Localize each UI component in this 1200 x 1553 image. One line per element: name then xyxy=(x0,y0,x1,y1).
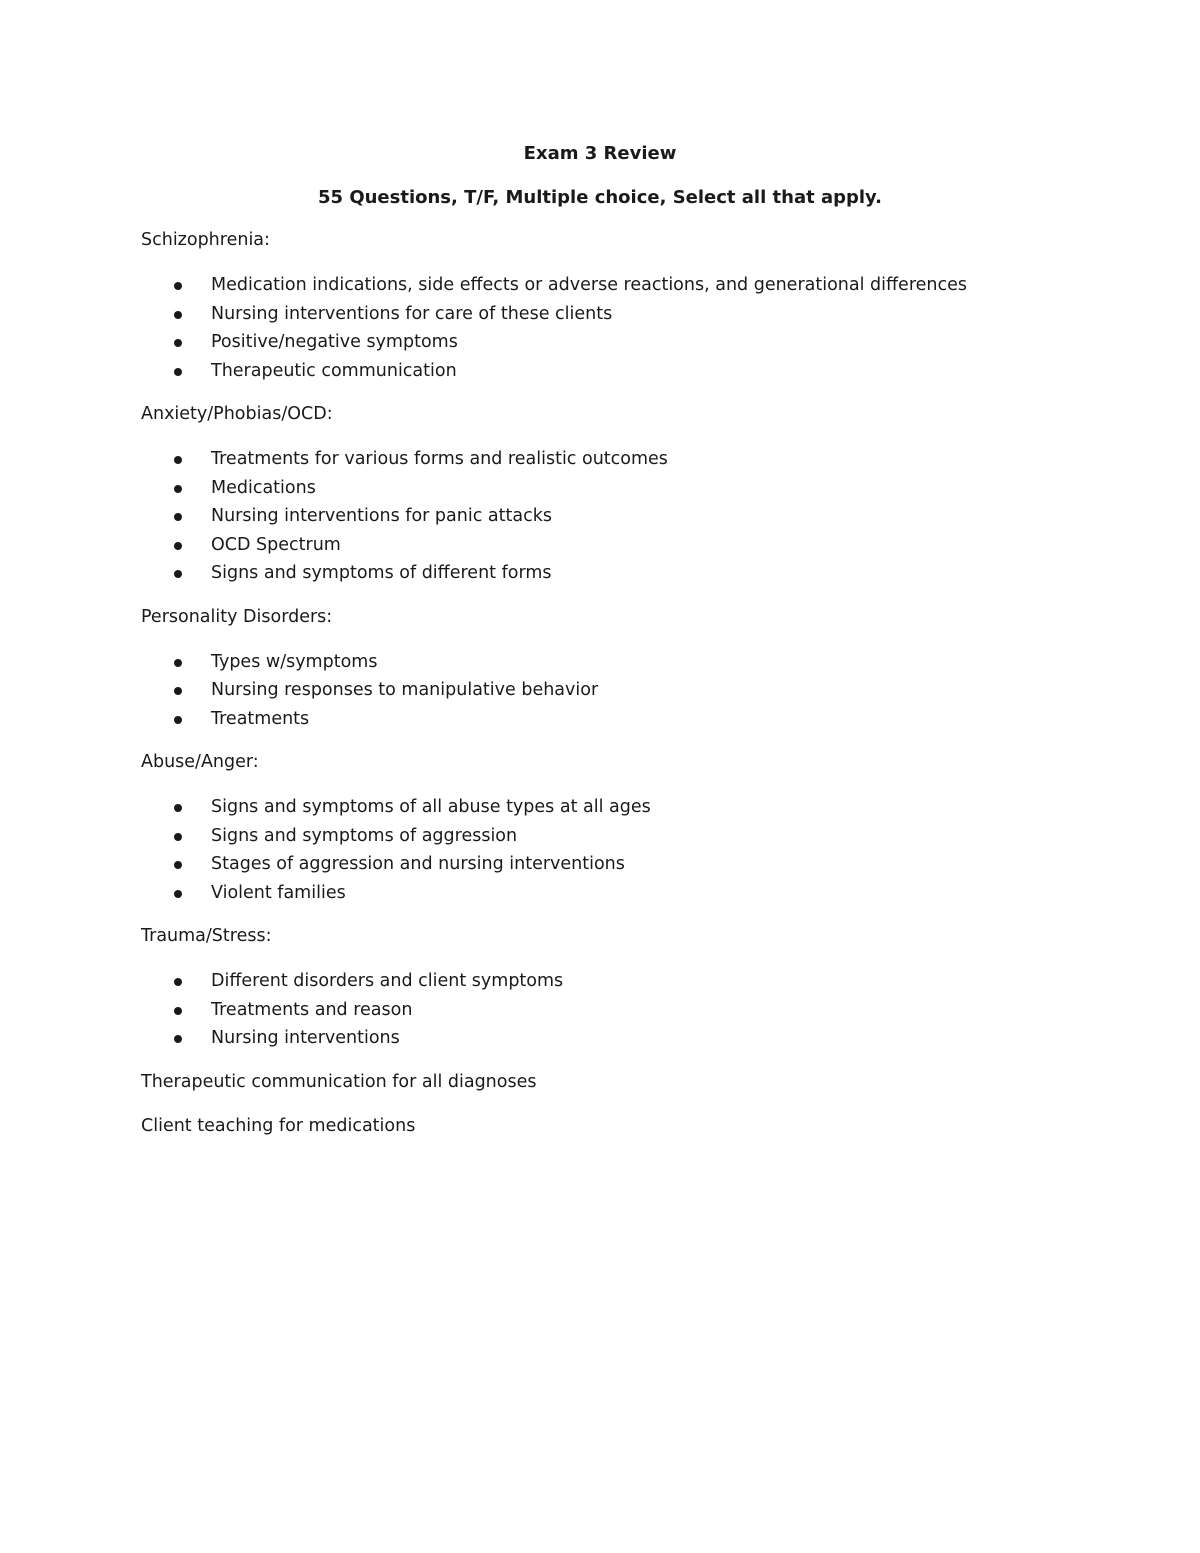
bullet-icon xyxy=(174,456,182,464)
bullet-list xyxy=(141,445,1059,588)
bullet-icon xyxy=(174,978,182,986)
bullet-icon xyxy=(174,311,182,319)
bullet-icon xyxy=(174,1035,182,1043)
list-item xyxy=(141,967,1059,996)
list-item xyxy=(141,502,1059,531)
list-item xyxy=(141,705,1059,734)
list-item-text: Medication indications, side effects or adverse reactions, and generational differences xyxy=(211,275,967,295)
list-item-text: Medications xyxy=(211,477,316,498)
list-item-text: Different disorders and client symptoms xyxy=(211,971,564,991)
list-item xyxy=(141,271,1059,300)
list-item xyxy=(141,357,1059,386)
list-item xyxy=(141,793,1059,822)
list-item xyxy=(141,531,1059,560)
section-heading: Abuse/Anger: xyxy=(141,752,259,772)
list-item xyxy=(141,300,1059,329)
list-item xyxy=(141,445,1059,474)
bullet-icon xyxy=(174,282,182,290)
list-item xyxy=(141,474,1059,503)
section-schizophrenia xyxy=(141,226,1059,385)
list-item xyxy=(141,850,1059,879)
bullet-icon xyxy=(174,542,182,550)
document-title: Exam 3 Review xyxy=(523,143,677,164)
bullet-icon xyxy=(174,804,182,812)
section-heading: Personality Disorders: xyxy=(141,606,333,627)
list-item xyxy=(141,648,1059,677)
bullet-icon xyxy=(174,1007,182,1015)
list-item-text: Signs and symptoms of all abuse types at all ages xyxy=(211,797,651,817)
list-item-text: Stages of aggression and nursing interventions xyxy=(211,854,625,874)
section-heading: Trauma/Stress: xyxy=(141,926,272,946)
closing-line-client-teaching: Client teaching for medications xyxy=(141,1115,416,1136)
list-item-text: Nursing interventions for panic attacks xyxy=(211,506,552,526)
list-item-text: Treatments and reason xyxy=(211,999,413,1020)
bullet-icon xyxy=(174,833,182,841)
bullet-icon xyxy=(174,687,182,695)
bullet-icon xyxy=(174,570,182,578)
list-item-text: Types w/symptoms xyxy=(211,651,378,672)
list-item-text: Signs and symptoms of different forms xyxy=(211,563,552,583)
bullet-list xyxy=(141,793,1059,907)
list-item xyxy=(141,559,1059,588)
list-item xyxy=(141,996,1059,1025)
bullet-icon xyxy=(174,659,182,667)
list-item-text: Treatments for various forms and realistic outcomes xyxy=(211,449,668,469)
bullet-icon xyxy=(174,485,182,493)
bullet-icon xyxy=(174,716,182,724)
section-trauma-stress xyxy=(141,922,1059,1053)
list-item-text: Nursing responses to manipulative behavior xyxy=(211,680,599,700)
section-abuse-anger xyxy=(141,748,1059,907)
bullet-list xyxy=(141,271,1059,385)
list-item-text: Treatments xyxy=(211,708,310,729)
list-item-text: Nursing interventions xyxy=(211,1028,400,1048)
list-item-text: OCD Spectrum xyxy=(211,534,341,555)
bullet-icon xyxy=(174,861,182,869)
section-heading: Schizophrenia: xyxy=(141,230,270,250)
list-item-text: Signs and symptoms of aggression xyxy=(211,825,518,846)
list-item-text: Nursing interventions for care of these clients xyxy=(211,303,613,324)
list-item-text: Positive/negative symptoms xyxy=(211,332,458,352)
section-heading: Anxiety/Phobias/OCD: xyxy=(141,404,333,424)
list-item xyxy=(141,676,1059,705)
bullet-icon xyxy=(174,890,182,898)
list-item xyxy=(141,1024,1059,1053)
document-subtitle: 55 Questions, T/F, Multiple choice, Select all that apply. xyxy=(318,187,882,208)
list-item xyxy=(141,328,1059,357)
bullet-list xyxy=(141,967,1059,1053)
list-item xyxy=(141,822,1059,851)
section-anxiety-phobias-ocd xyxy=(141,400,1059,588)
closing-line-therapeutic-communication: Therapeutic communication for all diagnoses xyxy=(141,1071,537,1092)
bullet-icon xyxy=(174,513,182,521)
list-item-text: Violent families xyxy=(211,882,346,903)
list-item-text: Therapeutic communication xyxy=(211,360,457,381)
bullet-icon xyxy=(174,368,182,376)
bullet-list xyxy=(141,648,1059,734)
list-item xyxy=(141,879,1059,908)
bullet-icon xyxy=(174,339,182,347)
section-personality-disorders xyxy=(141,603,1059,734)
